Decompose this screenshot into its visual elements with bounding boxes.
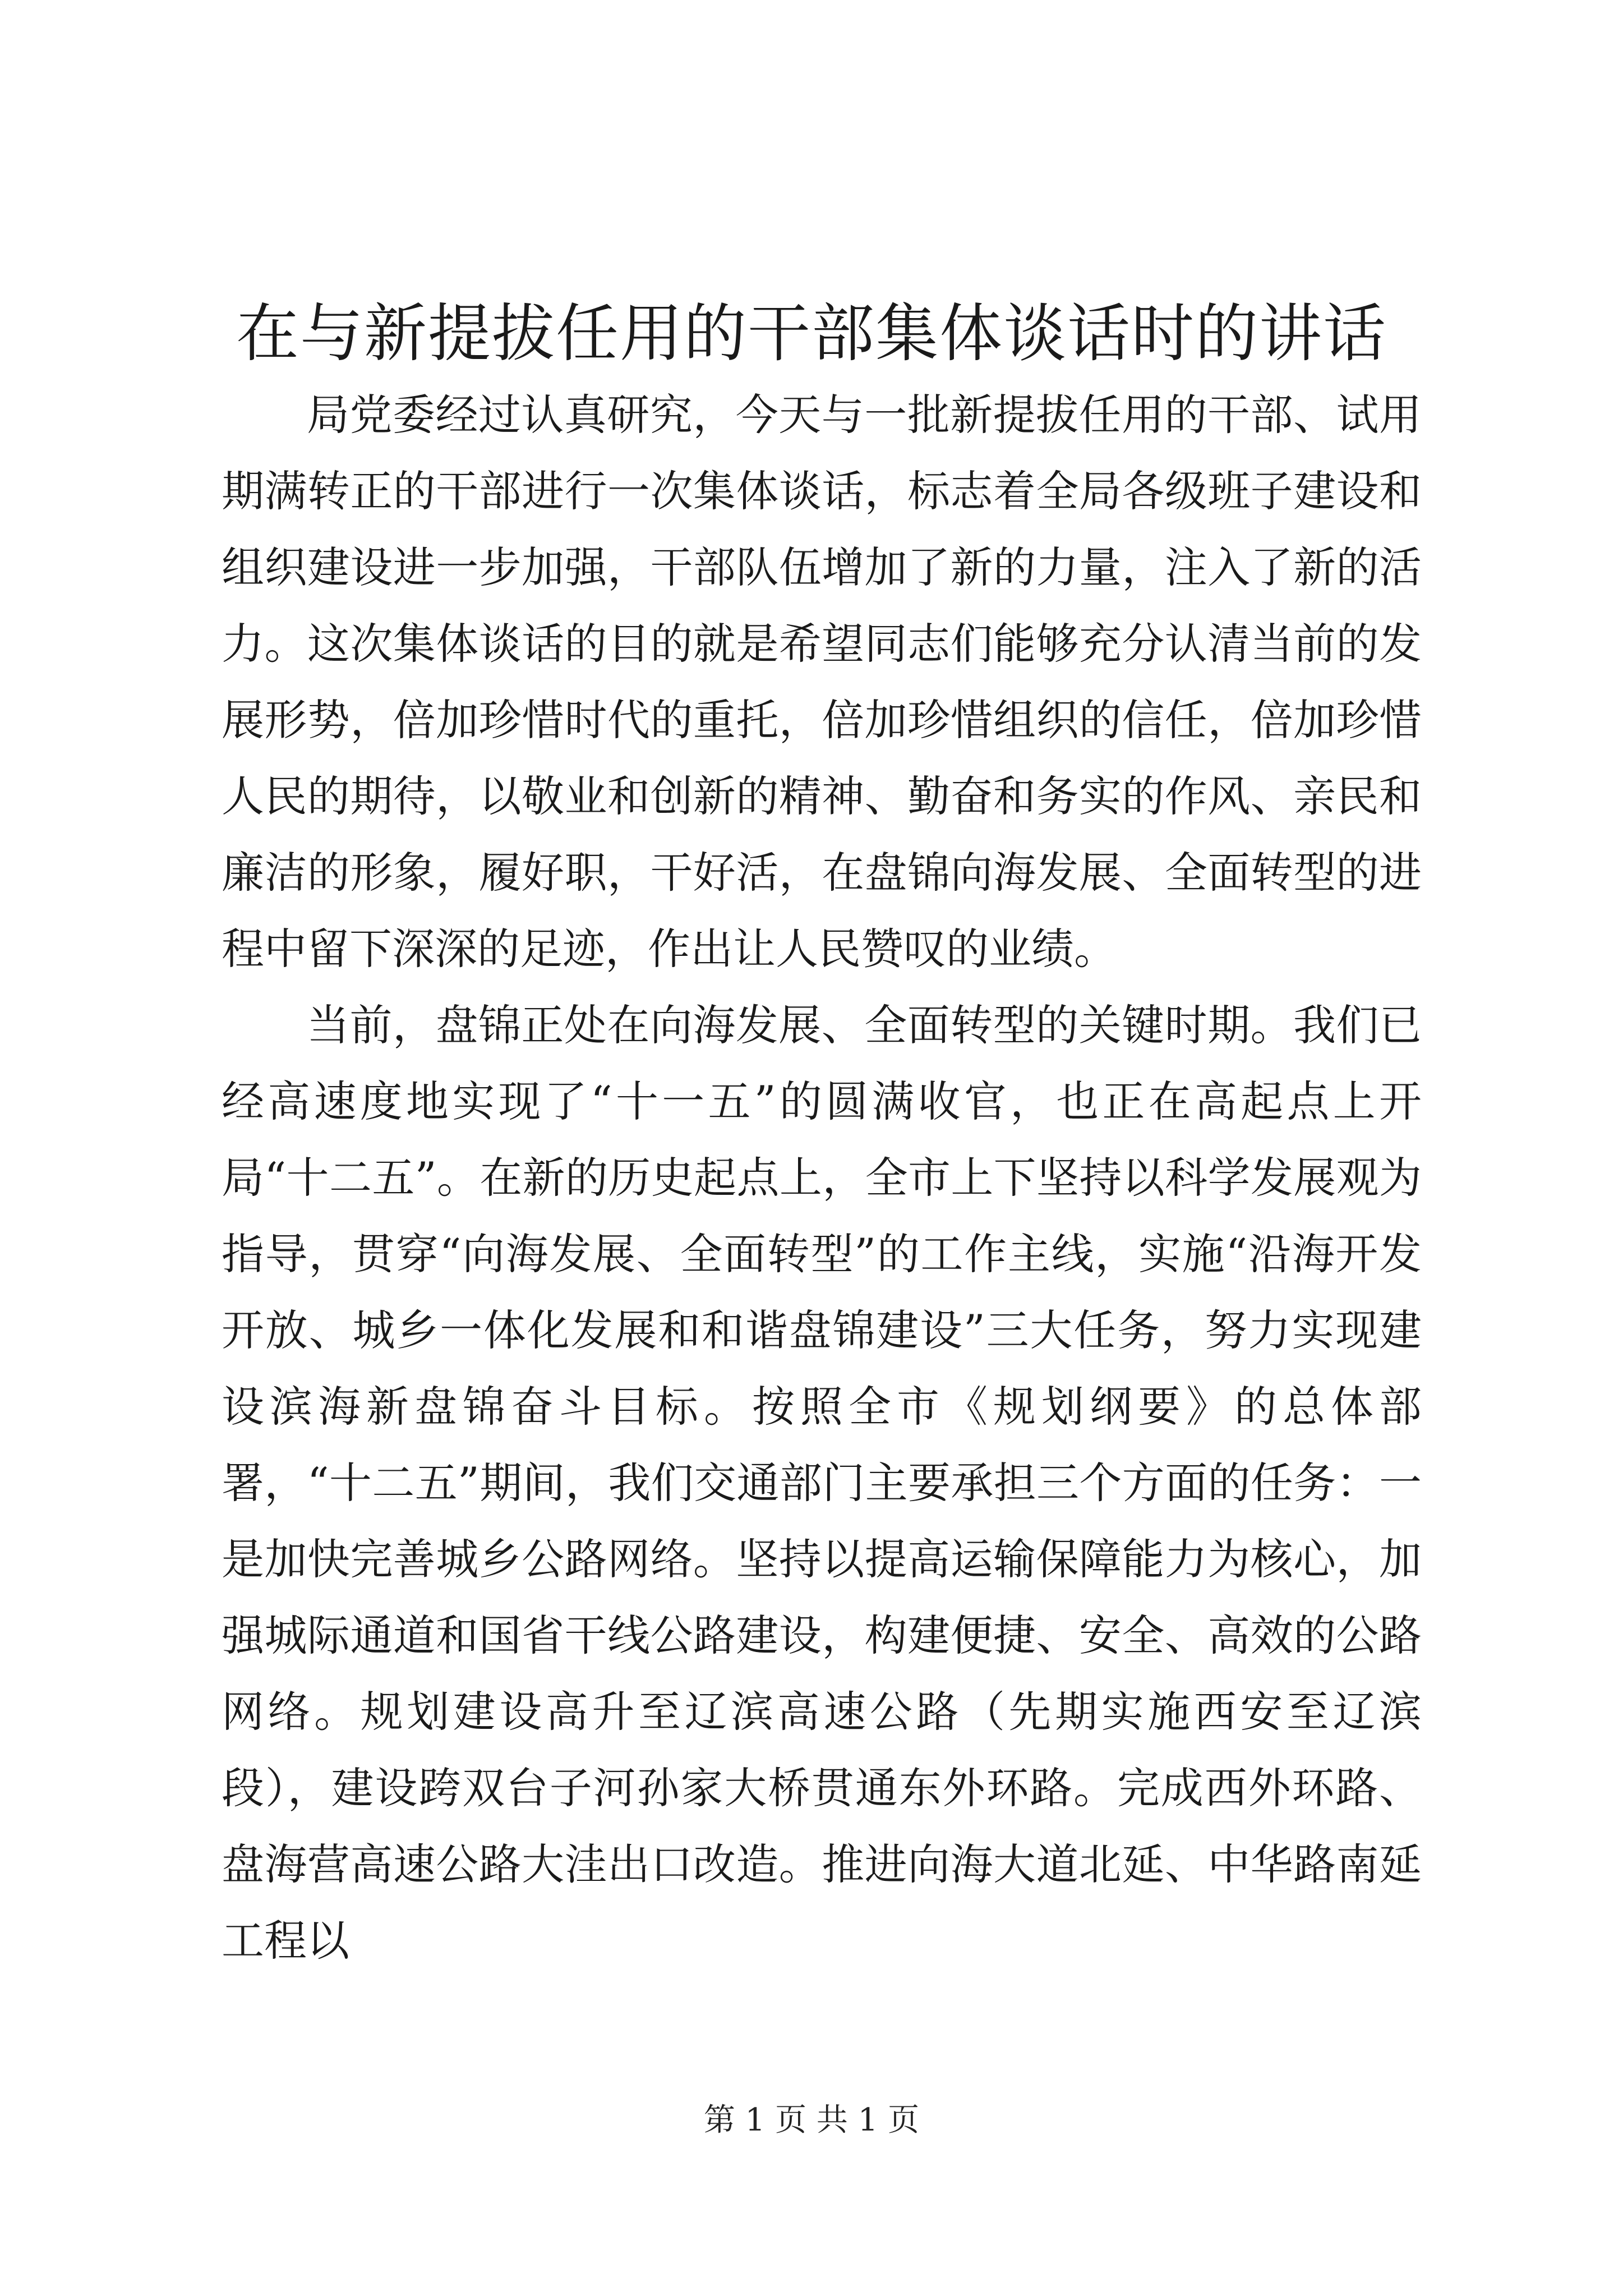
paragraph: 当前，盘锦正处在向海发展、全面转型的关键时期。我们已经高速度地实现了“十一五”的圆满收官，也正在高起点上开局“十二五”。在新的历史起点上，全市上下坚持以科学发展观为指导，贯穿“向海发展、全面转型”的工作主线，实施“沿海开发开放、城乡一体化发展和和谐盘锦建设”三大任务，努力实现建设滨海新盘锦奋斗目标。按照全市《规划纲要》的总体部署，“十二五”期间，我们交通部门主要承担三个方面的任务：一是加快完善城乡公路网络。坚持以提高运输保障能力为核心，加强城际通道和国省干线公路建设，构建便捷、安全、高效的公路网络。规划建设高升至辽滨高速公路（先期实施西安至辽滨段），建设跨双台子河孙家大桥贯通东外环路。完成西外环路、盘海营高速公路大洼出口改造。推进向海大道北延、中华路南延工程以 [222,1000,1422,1966]
document-title: 在与新提拔任用的干部集体谈话时的讲话 [236,297,1387,370]
paragraph: 局党委经过认真研究，今天与一批新提拔任用的干部、试用期满转正的干部进行一次集体谈话，标志着全局各级班子建设和组织建设进一步加强，干部队伍增加了新的力量，注入了新的活力。这次集体谈话的目的就是希望同志们能够充分认清当前的发展形势，倍加珍惜时代的重托，倍加珍惜组织的信任，倍加珍惜人民的期待，以敬业和创新的精神、勤奋和务实的作风、亲民和廉洁的形象，履好职，干好活，在盘锦向海发展、全面转型的进程中留下深深的足迹，作出让人民赞叹的业绩。 [222,390,1422,974]
document-body [222,377,1422,1979]
page-footer: 第 1 页 共 1 页 [703,2102,920,2138]
